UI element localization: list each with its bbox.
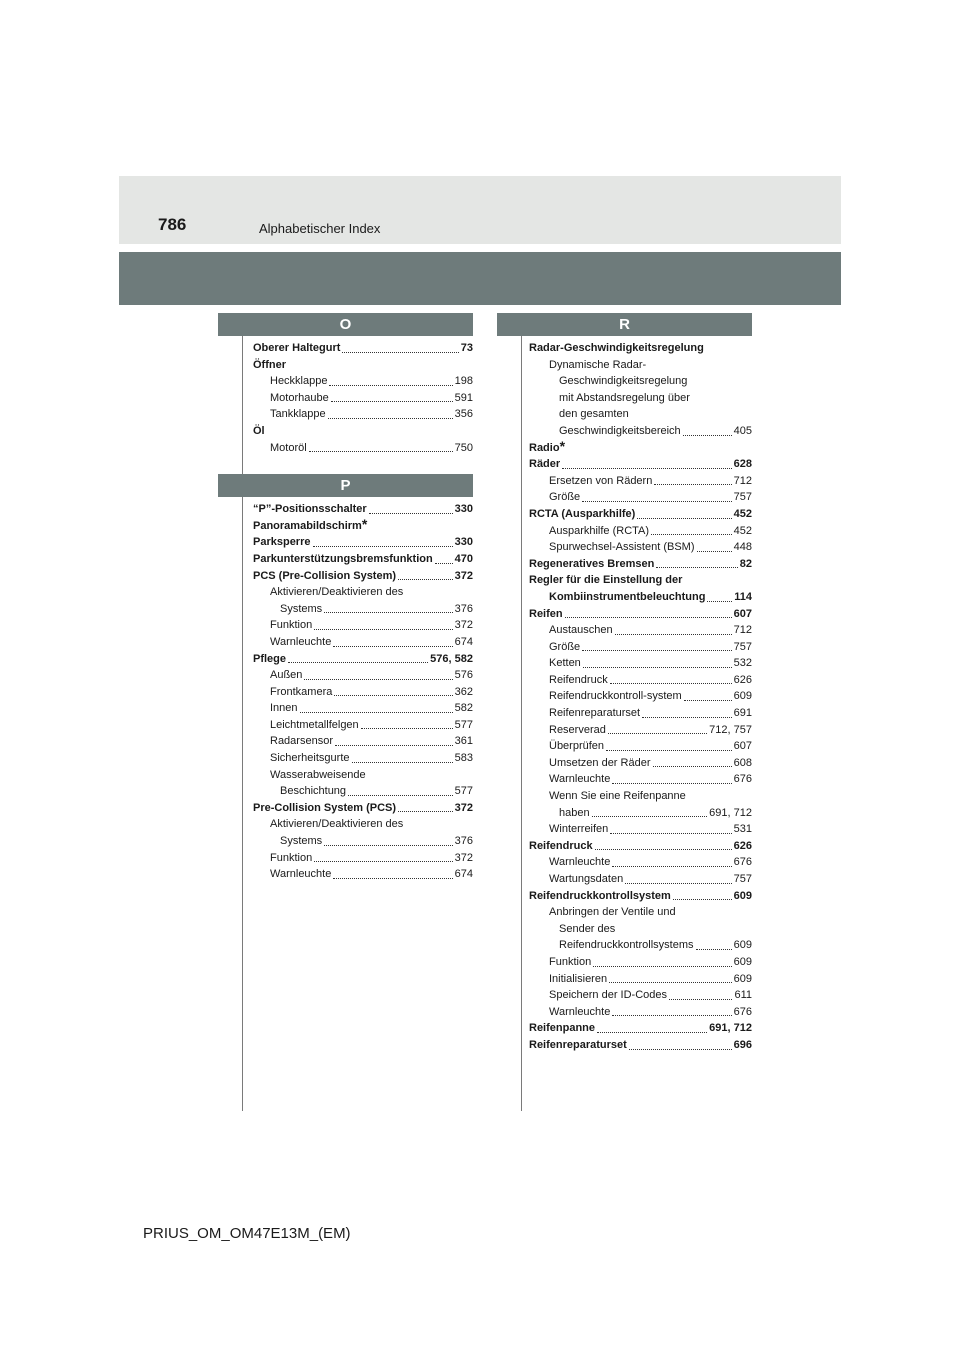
index-entry[interactable]: [522, 340, 752, 357]
index-entry[interactable]: [522, 937, 752, 954]
dot-leader: [684, 700, 732, 701]
index-entry-page[interactable]: 607: [733, 607, 752, 620]
dot-leader: [697, 551, 732, 552]
index-entry-page[interactable]: 674: [454, 635, 473, 648]
dot-leader: [612, 866, 731, 867]
index-entry-label: Parkunterstützungsbremsfunktion: [253, 552, 433, 565]
dot-leader: [435, 563, 453, 564]
index-entry[interactable]: [522, 655, 752, 672]
dot-leader: [642, 717, 732, 718]
index-entry-label: Innen: [270, 702, 298, 715]
index-entry-page[interactable]: 712: [733, 624, 752, 637]
index-entry-page[interactable]: 676: [733, 773, 752, 786]
index-entry-page[interactable]: 591: [454, 391, 473, 404]
index-entry[interactable]: [243, 568, 473, 585]
dot-leader: [696, 949, 732, 950]
page-number: 786: [158, 215, 187, 234]
index-entry-page[interactable]: 73: [460, 342, 473, 354]
index-entry-page[interactable]: 691: [733, 707, 752, 720]
index-entry-label: Pflege: [253, 652, 287, 665]
index-entry-label: haben: [559, 806, 590, 819]
index-entry-label: Warnleuchte: [549, 1005, 611, 1018]
dot-leader: [309, 451, 453, 452]
index-entry[interactable]: [522, 771, 752, 788]
index-entry-page[interactable]: 330: [454, 536, 473, 549]
index-entry[interactable]: [522, 456, 752, 473]
index-entry[interactable]: [243, 423, 473, 440]
index-entry-page[interactable]: 330: [454, 503, 473, 516]
index-entry-label: Warnleuchte: [270, 635, 332, 648]
index-entry-label: Austauschen: [549, 624, 613, 637]
index-entry-label: Funktion: [270, 619, 313, 632]
index-letter-heading: O: [218, 313, 473, 336]
dot-leader: [565, 617, 732, 618]
index-entry-page[interactable]: 452: [733, 524, 752, 537]
dot-leader: [582, 501, 731, 502]
index-entry-label: mit Abstandsregelung über: [559, 391, 690, 404]
dot-leader: [673, 899, 732, 900]
dot-leader: [329, 385, 452, 386]
dot-leader: [597, 1032, 707, 1033]
index-entry[interactable]: [243, 733, 473, 750]
index-entry-page[interactable]: 626: [733, 839, 752, 852]
index-entry-label: Sicherheitsgurte: [270, 752, 350, 765]
index-entry-label: Radarsensor: [270, 735, 333, 748]
index-entry[interactable]: [243, 357, 473, 374]
index-entry-page[interactable]: 583: [454, 752, 473, 765]
dot-leader: [593, 966, 731, 967]
index-entry[interactable]: [522, 556, 752, 573]
index-entry[interactable]: [522, 705, 752, 722]
dot-leader: [653, 766, 732, 767]
dot-leader: [333, 646, 452, 647]
index-entry[interactable]: [243, 440, 473, 457]
index-entry-page[interactable]: 577: [454, 785, 473, 798]
index-entry[interactable]: [243, 373, 473, 390]
index-entry-label: Aktivieren/Deaktivieren des: [270, 586, 404, 599]
index-entry-page[interactable]: 691, 712: [709, 806, 752, 819]
index-entry[interactable]: [522, 639, 752, 656]
dot-leader: [629, 1049, 732, 1050]
index-entry-page[interactable]: 82: [739, 557, 752, 570]
dot-leader: [707, 601, 732, 602]
index-entry-page[interactable]: 577: [454, 718, 473, 731]
index-entry[interactable]: [522, 738, 752, 755]
index-entry-label: Ausparkhilfe (RCTA): [549, 524, 650, 537]
index-entry-label: Ketten: [549, 657, 581, 670]
index-letter-heading: P: [218, 474, 473, 497]
index-entry-page[interactable]: 607: [733, 740, 752, 753]
index-entry-label: Frontkamera: [270, 685, 333, 698]
index-entry[interactable]: [243, 584, 473, 601]
index-entry-label: Tankklappe: [270, 408, 326, 421]
index-entry[interactable]: [522, 489, 752, 506]
index-entry-label: Größe: [549, 640, 581, 653]
index-entry[interactable]: [243, 700, 473, 717]
index-entry-page[interactable]: 452: [733, 507, 752, 520]
index-entry[interactable]: [243, 800, 473, 817]
index-entry[interactable]: [243, 783, 473, 800]
index-entry-label: Öl: [253, 424, 265, 437]
dot-leader: [654, 484, 731, 485]
index-entry[interactable]: [522, 539, 752, 556]
index-entry-label: Heckklappe: [270, 375, 328, 388]
index-entry-page[interactable]: 609: [733, 889, 752, 902]
index-entry-label: Reifendruck: [529, 839, 593, 852]
dot-leader: [612, 1015, 731, 1016]
index-entry-page[interactable]: 532: [733, 657, 752, 670]
index-entry-label: Initialisieren: [549, 972, 608, 985]
dot-leader: [398, 579, 453, 580]
index-entry[interactable]: [243, 651, 473, 668]
index-letter-heading: R: [497, 313, 752, 336]
index-entry-label: Dynamische Radar-: [549, 358, 647, 371]
index-entry-label: Außen: [270, 669, 303, 682]
index-entry[interactable]: [522, 423, 752, 440]
index-entry-page[interactable]: 674: [454, 868, 473, 881]
dot-leader: [324, 612, 452, 613]
index-entry[interactable]: [522, 373, 752, 390]
index-entry[interactable]: [522, 971, 752, 988]
dot-leader: [669, 999, 732, 1000]
index-entry-page[interactable]: 609: [733, 972, 752, 985]
dot-leader: [606, 750, 732, 751]
index-entry-page[interactable]: 372: [454, 851, 473, 864]
index-entry[interactable]: [243, 767, 473, 784]
index-entry-label: Radio: [529, 441, 560, 454]
index-entry-label: Funktion: [549, 955, 592, 968]
index-entry-label: Winterreifen: [549, 823, 609, 836]
index-entry-page[interactable]: 576: [454, 669, 473, 682]
index-entry[interactable]: [243, 617, 473, 634]
index-entry-page[interactable]: 712: [733, 474, 752, 487]
index-entry-label: Räder: [529, 458, 561, 471]
dot-leader: [335, 745, 453, 746]
index-entry-page[interactable]: 376: [454, 602, 473, 615]
dot-leader: [304, 679, 452, 680]
dot-leader: [324, 845, 452, 846]
section-title: Alphabetischer Index: [259, 221, 381, 236]
dot-leader: [592, 816, 708, 817]
index-entry-label: Funktion: [270, 851, 313, 864]
index-entry[interactable]: [522, 821, 752, 838]
index-entry[interactable]: [522, 523, 752, 540]
dot-leader: [328, 418, 453, 419]
index-entry-label: RCTA (Ausparkhilfe): [529, 507, 636, 520]
index-entry-label: den gesamten: [559, 408, 629, 421]
index-entry[interactable]: [522, 805, 752, 822]
dot-leader: [562, 468, 731, 469]
index-entry-label: Warnleuchte: [549, 856, 611, 869]
index-entry-label: Reifendruckkontrollsystems: [559, 939, 694, 952]
index-entry[interactable]: [522, 954, 752, 971]
index-entry-label: Geschwindigkeitsbereich: [559, 424, 681, 437]
index-entry[interactable]: [243, 340, 473, 357]
index-entry[interactable]: [522, 987, 752, 1004]
index-entry-label: Anbringen der Ventile und: [549, 906, 676, 919]
index-entry-label: Reifendruck: [549, 673, 608, 686]
index-entry[interactable]: [243, 816, 473, 833]
index-entry-label: Motorhaube: [270, 391, 329, 404]
dot-leader: [314, 629, 452, 630]
index-entry-label: Reifendruckkontrollsystem: [529, 889, 671, 902]
dot-leader: [348, 795, 453, 796]
footnote-asterisk: *: [559, 437, 566, 454]
index-entry[interactable]: [522, 437, 752, 457]
dot-leader: [369, 513, 453, 514]
index-entry-label: Panoramabildschirm: [253, 519, 362, 532]
index-entry-label: Ersetzen von Rädern: [549, 474, 653, 487]
index-entry-label: Wasserabweisende: [270, 768, 366, 781]
index-entry-page[interactable]: 676: [733, 1005, 752, 1018]
index-entry-label: Reifenreparaturset: [549, 707, 641, 720]
dot-leader: [651, 534, 732, 535]
dot-leader: [656, 567, 737, 568]
group-spacer: [243, 456, 473, 474]
dot-leader: [342, 352, 458, 353]
dot-leader: [300, 712, 453, 713]
index-entry-page[interactable]: 198: [454, 375, 473, 388]
index-entry-label: Warnleuchte: [549, 773, 611, 786]
index-entry[interactable]: [522, 589, 752, 606]
index-entry[interactable]: [243, 551, 473, 568]
index-entry[interactable]: [522, 871, 752, 888]
index-entry[interactable]: [243, 534, 473, 551]
index-entry-page[interactable]: 361: [454, 735, 473, 748]
index-entry-label: Aktivieren/Deaktivieren des: [270, 818, 404, 831]
index-entry-label: Reifendruckkontroll-system: [549, 690, 682, 703]
index-entry-page[interactable]: 362: [454, 685, 473, 698]
index-entry-page[interactable]: 531: [733, 823, 752, 836]
index-entry[interactable]: [243, 406, 473, 423]
index-entry[interactable]: [522, 722, 752, 739]
index-entry-label: Oberer Haltegurt: [253, 342, 341, 354]
dot-leader: [610, 833, 731, 834]
dot-leader: [595, 849, 732, 850]
dot-leader: [352, 762, 453, 763]
index-entry[interactable]: [522, 1004, 752, 1021]
dot-leader: [625, 883, 731, 884]
index-entry[interactable]: [243, 634, 473, 651]
index-entry[interactable]: [243, 717, 473, 734]
index-column-right: [521, 313, 752, 1111]
index-entry[interactable]: [522, 473, 752, 490]
index-entry-page[interactable]: 608: [733, 756, 752, 769]
index-entry-list: [522, 340, 752, 1054]
index-entry[interactable]: [522, 788, 752, 805]
index-entry-label: Reifenreparaturset: [529, 1038, 627, 1051]
index-entry-label: Warnleuchte: [270, 868, 332, 881]
index-entry[interactable]: [522, 921, 752, 938]
index-entry-label: Sender des: [559, 922, 616, 935]
index-entry-list: [243, 501, 473, 883]
index-entry-page[interactable]: 626: [733, 673, 752, 686]
index-entry[interactable]: [243, 866, 473, 883]
dot-leader: [612, 783, 731, 784]
index-entry-label: Reifen: [529, 607, 563, 620]
dot-leader: [683, 435, 732, 436]
index-entry-label: Geschwindigkeitsregelung: [559, 375, 688, 388]
index-entry-page[interactable]: 114: [734, 590, 752, 603]
index-entry[interactable]: [243, 390, 473, 407]
dot-leader: [608, 733, 707, 734]
index-entry-label: PCS (Pre-Collision System): [253, 569, 397, 582]
index-entry[interactable]: [243, 601, 473, 618]
index-entry-page[interactable]: 376: [454, 835, 473, 848]
index-entry[interactable]: [243, 667, 473, 684]
dot-leader: [615, 634, 732, 635]
index-entry-page[interactable]: 750: [454, 441, 473, 454]
index-entry-page[interactable]: 372: [454, 569, 473, 582]
dot-leader: [361, 728, 453, 729]
index-entry[interactable]: [522, 622, 752, 639]
index-entry-page[interactable]: 691, 712: [709, 1022, 752, 1035]
index-entry-label: Radar-Geschwindigkeitsregelung: [529, 342, 704, 354]
index-entry-page[interactable]: 576, 582: [430, 652, 473, 665]
index-entry-page[interactable]: 609: [733, 939, 752, 952]
index-entry-page[interactable]: 356: [454, 408, 473, 421]
index-entry[interactable]: [522, 357, 752, 374]
index-entry-label: Spurwechsel-Assistent (BSM): [549, 541, 695, 554]
index-entry-label: Umsetzen der Räder: [549, 756, 651, 769]
index-entry-label: Überprüfen: [549, 740, 605, 753]
index-entry[interactable]: [522, 506, 752, 523]
index-entry[interactable]: [243, 684, 473, 701]
index-entry-label: Öffner: [253, 358, 286, 371]
dot-leader: [398, 811, 453, 812]
index-entry-page[interactable]: 448: [733, 541, 752, 554]
index-entry[interactable]: [243, 515, 473, 535]
index-entry-label: Speichern der ID-Codes: [549, 989, 668, 1002]
dot-leader: [313, 546, 453, 547]
index-entry[interactable]: [522, 1020, 752, 1037]
dot-leader: [582, 650, 731, 651]
document-code: PRIUS_OM_OM47E13M_(EM): [143, 1225, 351, 1242]
index-entry-page[interactable]: 628: [733, 458, 752, 471]
index-entry-label: Systems: [280, 602, 323, 615]
index-entry[interactable]: [522, 672, 752, 689]
index-entry-label: Pre-Collision System (PCS): [253, 801, 397, 814]
dot-leader: [334, 695, 452, 696]
index-entry-page[interactable]: 696: [733, 1038, 752, 1051]
index-entry-list: [243, 340, 473, 456]
index-entry-label: Regeneratives Bremsen: [529, 557, 655, 570]
index-entry-label: Systems: [280, 835, 323, 848]
index-entry[interactable]: [522, 755, 752, 772]
index-entry[interactable]: [522, 854, 752, 871]
index-entry-label: Beschichtung: [280, 785, 347, 798]
index-entry-page[interactable]: 676: [733, 856, 752, 869]
index-entry-page[interactable]: 757: [733, 491, 752, 504]
index-entry[interactable]: [522, 688, 752, 705]
footnote-asterisk: *: [361, 515, 368, 532]
index-entry[interactable]: [522, 390, 752, 407]
index-entry[interactable]: [243, 750, 473, 767]
index-entry[interactable]: [522, 838, 752, 855]
index-entry[interactable]: [243, 850, 473, 867]
index-entry-page[interactable]: 757: [733, 873, 752, 885]
index-entry-label: Kombiinstrumentbeleuchtung: [549, 590, 706, 603]
index-entry[interactable]: [243, 501, 473, 518]
index-entry-label: Größe: [549, 491, 581, 504]
index-entry-page[interactable]: 582: [454, 702, 473, 715]
index-entry-page[interactable]: 609: [733, 955, 752, 968]
section-banner: [119, 252, 841, 305]
dot-leader: [609, 982, 732, 983]
index-entry-label: Regler für die Einstellung der: [529, 574, 683, 587]
index-entry[interactable]: [522, 606, 752, 623]
dot-leader: [331, 401, 453, 402]
index-column-left: [242, 313, 473, 1111]
index-entry-label: Leichtmetallfelgen: [270, 718, 359, 731]
index-entry-label: Wartungsdaten: [549, 873, 624, 885]
index-entry-label: Reserverad: [549, 723, 606, 736]
dot-leader: [637, 518, 731, 519]
index-entry-label: “P”-Positionsschalter: [253, 503, 367, 516]
dot-leader: [288, 662, 428, 663]
dot-leader: [333, 878, 452, 879]
index-entry[interactable]: [522, 904, 752, 921]
index-entry-page[interactable]: 372: [454, 801, 473, 814]
index-entry[interactable]: [522, 888, 752, 905]
index-entry-page[interactable]: 757: [733, 640, 752, 653]
index-entry-label: Reifenpanne: [529, 1022, 596, 1035]
index-entry-page[interactable]: 470: [454, 552, 473, 565]
index-entry-page[interactable]: 611: [734, 989, 752, 1002]
dot-leader: [610, 683, 732, 684]
index-entry-page[interactable]: 405: [733, 424, 752, 437]
index-entry[interactable]: [243, 833, 473, 850]
dot-leader: [583, 667, 732, 668]
header-band: [119, 176, 841, 244]
index-entry-label: Parksperre: [253, 536, 311, 549]
index-entry[interactable]: [522, 406, 752, 423]
index-entry-page[interactable]: 609: [733, 690, 752, 703]
dot-leader: [314, 861, 452, 862]
index-entry-page[interactable]: 712, 757: [709, 723, 752, 736]
index-entry[interactable]: [522, 572, 752, 589]
index-entry[interactable]: [522, 1037, 752, 1054]
index-entry-label: Wenn Sie eine Reifenpanne: [549, 790, 686, 803]
index-entry-label: Motoröl: [270, 441, 307, 454]
index-entry-page[interactable]: 372: [454, 619, 473, 632]
